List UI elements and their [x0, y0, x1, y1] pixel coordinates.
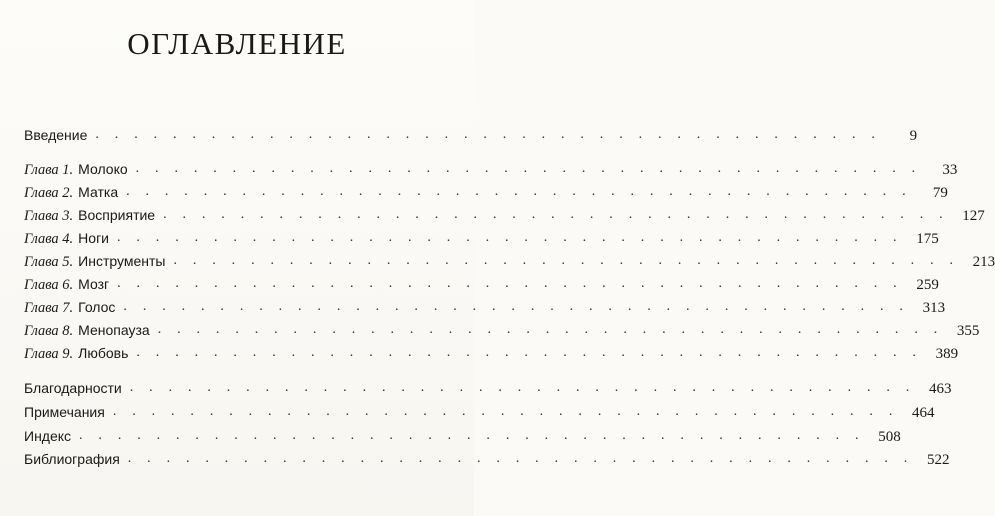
toc-page-number: 463 [928, 381, 952, 397]
toc-chapter-prefix: Глава 4. [24, 231, 74, 247]
toc-chapter-prefix: Глава 9. [24, 346, 74, 362]
toc-entry-chapter-4 [24, 228, 939, 248]
toc-dot-leader: . . . . . . . . . . . . . . . . . . . . . . . . . . . . . . . . . . . . . . . . . [79, 428, 865, 443]
toc-page-number: 127 [962, 208, 985, 224]
toc-dot-leader: . . . . . . . . . . . . . . . . . . . . . . . . . . . . . . . . . . . . . . . . . [157, 322, 944, 337]
toc-entry-acknowledgments [24, 378, 952, 398]
toc-entry-chapter-8 [24, 320, 980, 340]
toc-dot-leader: . . . . . . . . . . . . . . . . . . . . . . . . . . . . . . . . . . . . . . . . . [117, 230, 903, 245]
toc-dot-leader: . . . . . . . . . . . . . . . . . . . . . . . . . . . . . . . . . . . . . . . . . [129, 380, 916, 395]
toc-page-number: 464 [912, 405, 935, 421]
toc-page-number: 79 [932, 185, 948, 201]
toc-page-number: 213 [972, 254, 995, 270]
toc-entry-label: Ноги [78, 230, 109, 246]
toc-chapter-prefix: Глава 3. [24, 208, 74, 224]
toc-entry-label: Благодарности [24, 380, 122, 396]
toc-entry-chapter-2 [24, 182, 948, 202]
toc-page-number: 175 [916, 231, 939, 247]
toc-dot-leader: . . . . . . . . . . . . . . . . . . . . . . . . . . . . . . . . . . . . . . . . . [136, 345, 923, 360]
toc-dot-leader: . . . . . . . . . . . . . . . . . . . . . . . . . . . . . . . . . . . . . . . . . [112, 404, 899, 419]
toc-entry-introduction [24, 125, 918, 145]
toc-dot-leader: . . . . . . . . . . . . . . . . . . . . . . . . . . . . . . . . . . . . . . . . . [123, 299, 910, 314]
toc-dot-leader: . . . . . . . . . . . . . . . . . . . . . . . . . . . . . . . . . . . . . . . . . [163, 207, 949, 222]
toc-chapter-prefix: Глава 8. [24, 323, 74, 339]
toc-entry-bibliography [24, 449, 950, 469]
toc-page-number: 355 [956, 323, 980, 339]
toc-chapter-prefix: Глава 1. [24, 162, 74, 178]
toc-page-number: 33 [942, 162, 958, 178]
toc-page-number: 508 [878, 429, 901, 445]
toc-chapter-prefix: Глава 7. [24, 300, 74, 316]
toc-entry-label: Индекс [24, 428, 72, 444]
toc-entry-chapter-6 [24, 274, 939, 294]
toc-entry-label: Мозг [78, 276, 110, 292]
toc-entry-label: Введение [24, 127, 88, 143]
toc-entry-chapter-1 [24, 159, 958, 179]
toc-dot-leader: . . . . . . . . . . . . . . . . . . . . . . . . . . . . . . . . . . . . . . . . . [127, 451, 914, 466]
toc-dot-leader: . . . . . . . . . . . . . . . . . . . . . . . . . . . . . . . . . . . . . . . . . [126, 184, 912, 199]
table-of-contents [24, 0, 995, 516]
toc-entry-chapter-5 [24, 251, 995, 271]
toc-page-number: 389 [935, 346, 959, 362]
toc-page-number: 9 [909, 128, 918, 144]
toc-chapter-prefix: Глава 5. [24, 254, 74, 270]
toc-entry-label: Примечания [24, 404, 105, 420]
toc-entry-label: Менопауза [78, 322, 150, 338]
toc-entry-label: Матка [78, 184, 119, 200]
toc-entry-chapter-3 [24, 205, 985, 225]
toc-dot-leader: . . . . . . . . . . . . . . . . . . . . . . . . . . . . . . . . . . . . . . . . . [117, 276, 903, 291]
toc-entry-notes [24, 402, 935, 422]
toc-entry-label: Любовь [78, 345, 129, 361]
toc-entry-label: Голос [78, 299, 116, 315]
toc-chapter-prefix: Глава 6. [24, 277, 74, 293]
toc-page-number: 522 [926, 452, 950, 468]
toc-entry-label: Инструменты [78, 253, 166, 269]
toc-chapter-prefix: Глава 2. [24, 185, 74, 201]
toc-entry-label: Восприятие [78, 207, 156, 223]
toc-entry-chapter-9 [24, 343, 959, 363]
toc-entry-label: Библиография [24, 451, 120, 467]
toc-entry-index [24, 426, 901, 446]
toc-entry-label: Молоко [78, 161, 128, 177]
page-title: ОГЛАВЛЕНИЕ [127, 26, 347, 61]
toc-page-number: 313 [922, 300, 946, 316]
toc-dot-leader: . . . . . . . . . . . . . . . . . . . . . . . . . . . . . . . . . . . . . . . . . [173, 253, 960, 268]
toc-dot-leader: . . . . . . . . . . . . . . . . . . . . . . . . . . . . . . . . . . . . . . . . . [135, 161, 922, 176]
toc-page-number: 259 [916, 277, 939, 293]
toc-entry-chapter-7 [24, 297, 946, 317]
toc-dot-leader: . . . . . . . . . . . . . . . . . . . . . . . . . . . . . . . . . . . . . . . . . [95, 127, 882, 142]
